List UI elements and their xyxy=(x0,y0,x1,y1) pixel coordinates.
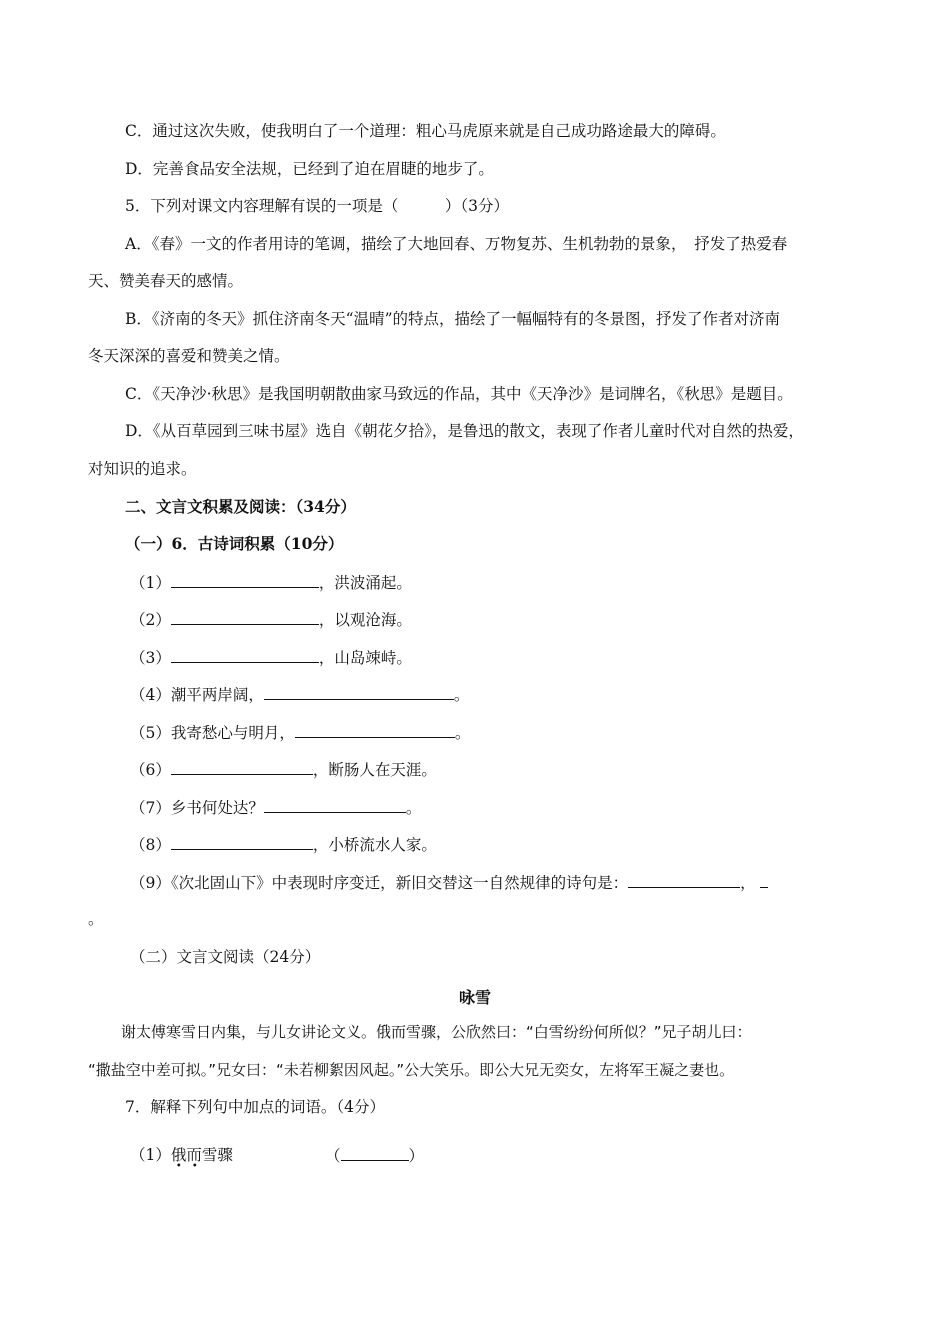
q5-option-a-line1: A．《春》一文的作者用诗的笔调，描绘了大地回春、万物复苏、生机勃勃的景象， 抒发了热爱春 xyxy=(125,235,788,253)
q4-option-d: D．完善食品安全法规，已经到了迫在眉睫的地步了。 xyxy=(125,160,494,178)
paren-open: （ xyxy=(325,1147,341,1165)
item-text: 。 xyxy=(454,724,471,742)
answer-blank[interactable] xyxy=(264,684,454,700)
emphasis-dot: • xyxy=(175,1161,182,1172)
item-text: ，小桥流水人家。 xyxy=(312,836,437,854)
item-text: （5）我寄愁心与明月， xyxy=(130,724,295,742)
section2-sub2: （二）文言文阅读（24分） xyxy=(130,948,321,966)
poem-item-3 xyxy=(130,647,412,668)
answer-blank[interactable] xyxy=(171,647,319,663)
item-text: （7）乡书何处达？ xyxy=(130,799,264,817)
paren-close: ） xyxy=(408,1147,425,1165)
poem-item-4 xyxy=(130,684,469,705)
q7-item-1 xyxy=(130,1145,233,1172)
q7-stem: 7．解释下列句中加点的词语。（4分） xyxy=(125,1098,385,1116)
answer-blank[interactable] xyxy=(171,609,319,625)
q5-option-a-line2: 天、赞美春天的感情。 xyxy=(88,272,244,290)
item-number: （1） xyxy=(130,574,171,592)
dotted-word xyxy=(170,1146,202,1172)
poem-item-2 xyxy=(130,609,412,630)
poem-item-5 xyxy=(130,722,470,743)
q5-option-b-line2: 冬天深深的喜爱和赞美之情。 xyxy=(88,347,290,365)
item-number: （3） xyxy=(130,649,171,667)
answer-blank[interactable] xyxy=(171,759,313,775)
poem-item-6 xyxy=(130,759,437,780)
emphasized-word: 俄而 xyxy=(170,1146,202,1164)
passage-title: 咏雪 xyxy=(458,988,491,1007)
answer-blank[interactable] xyxy=(171,572,319,588)
emphasis-dot: • xyxy=(191,1161,198,1172)
item-text: （9）《次北固山下》中表现时序变迁，新旧交替这一自然规律的诗句是： xyxy=(130,874,629,892)
item-number: （1） xyxy=(130,1146,171,1164)
item-text: ，以观沧海。 xyxy=(318,611,412,629)
passage-line-2: “撒盐空中差可拟。”兄女曰：“未若柳絮因风起。”公大笑乐。即公大兄无奕女，左将军王凝之妻也。 xyxy=(88,1061,735,1079)
item-text: ，洪波涌起。 xyxy=(318,574,412,592)
item-text: 。 xyxy=(405,799,422,817)
poem-item-9 xyxy=(130,872,768,893)
item-text: ， xyxy=(740,874,756,892)
poem-item-9-end: 。 xyxy=(88,910,104,928)
q5-option-d-line1: D．《从百草园到三味书屋》选自《朝花夕拾》，是鲁迅的散文，表现了作者儿童时代对自然的热爱， xyxy=(125,422,804,440)
item-number: （8） xyxy=(130,836,171,854)
poem-item-8 xyxy=(130,834,437,855)
q5-option-b-line1: B．《济南的冬天》抓住济南冬天“温晴”的特点，描绘了一幅幅特有的冬景图，抒发了作者对济南 xyxy=(125,310,780,328)
item-text: ，断肠人在天涯。 xyxy=(312,761,437,779)
q5-stem: 5．下列对课文内容理解有误的一项是（ ）（3分） xyxy=(125,197,509,215)
answer-blank[interactable] xyxy=(341,1145,409,1161)
item-number: （6） xyxy=(130,761,171,779)
section2-sub1: （一）6．古诗词积累（10分） xyxy=(125,534,344,553)
q7-item-1-answer xyxy=(325,1145,424,1166)
q4-option-c: C．通过这次失败，使我明白了一个道理：粗心马虎原来就是自己成功路途最大的障碍。 xyxy=(125,122,726,140)
passage-line-1: 谢太傅寒雪日内集，与儿女讲论文义。俄而雪骤，公欣然曰：“白雪纷纷何所似？”兄子胡儿曰： xyxy=(121,1023,752,1041)
item-text: 雪骤 xyxy=(201,1146,233,1164)
poem-item-7 xyxy=(130,797,421,818)
item-text: ，山岛竦峙。 xyxy=(318,649,412,667)
answer-blank[interactable] xyxy=(264,797,406,813)
answer-blank[interactable] xyxy=(295,722,455,738)
answer-blank[interactable] xyxy=(171,834,313,850)
poem-item-1 xyxy=(130,572,412,593)
item-text: 。 xyxy=(453,686,470,704)
item-number: （2） xyxy=(130,611,171,629)
item-text: （4）潮平两岸阔， xyxy=(130,686,264,704)
q5-option-d-line2: 对知识的追求。 xyxy=(88,460,197,478)
answer-blank[interactable] xyxy=(760,872,768,888)
answer-blank[interactable] xyxy=(628,872,740,888)
section2-heading: 二、文言文积累及阅读：（34分） xyxy=(125,497,356,516)
q5-option-c: C．《天净沙·秋思》是我国明朝散曲家马致远的作品，其中《天净沙》是词牌名，《秋思》是题目。 xyxy=(125,385,793,403)
